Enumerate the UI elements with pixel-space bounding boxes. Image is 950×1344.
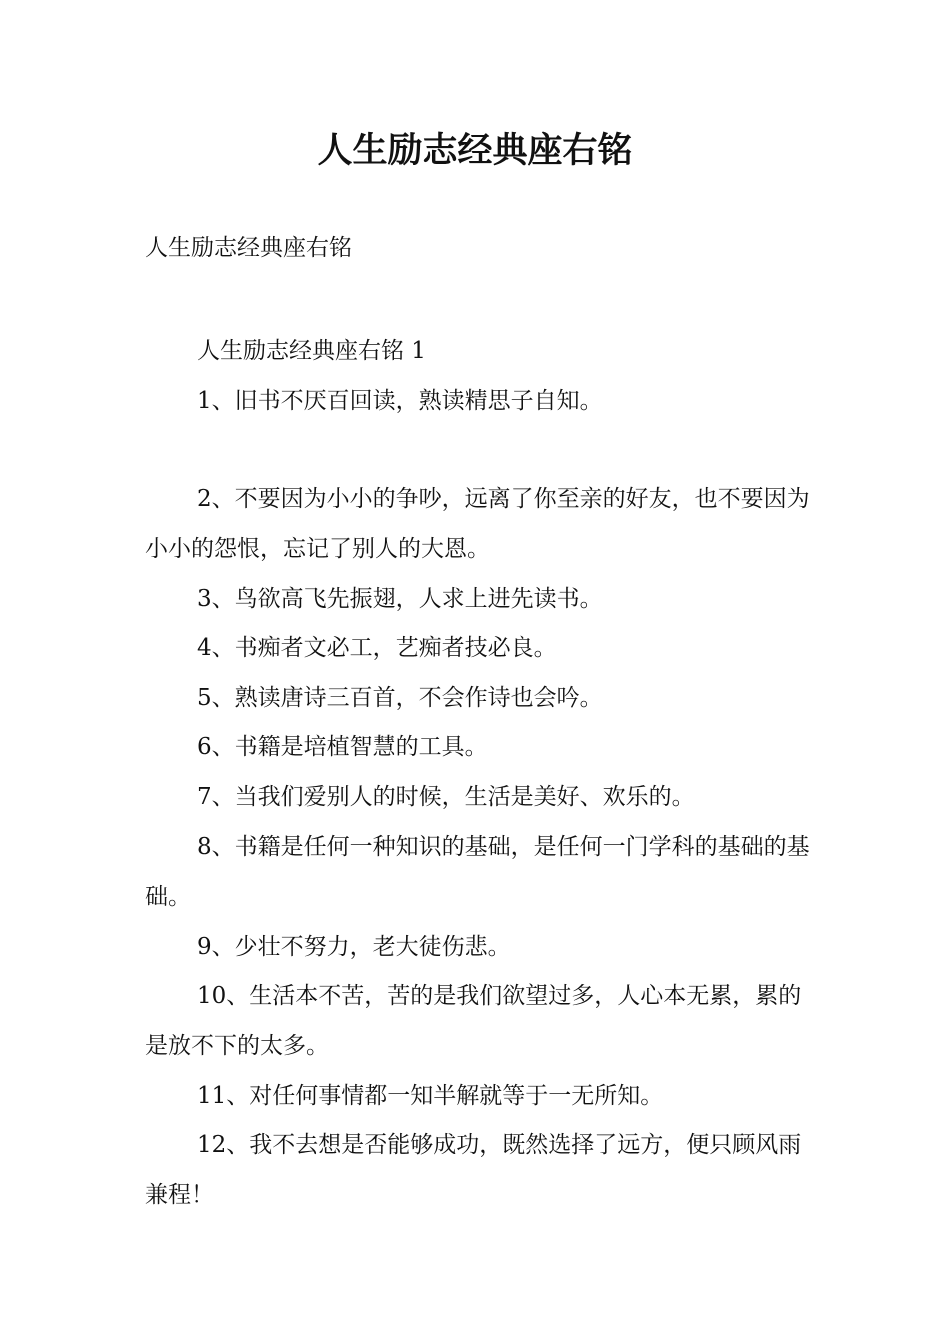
document-subtitle: 人生励志经典座右铭: [145, 235, 352, 261]
document-title: 人生励志经典座右铭: [317, 131, 633, 171]
list-item-1: 1、旧书不厌百回读，熟读精思子自知。: [197, 388, 603, 414]
section-heading: 人生励志经典座右铭 1: [197, 338, 426, 364]
list-item-2: 2、不要因为小小的争吵，远离了你至亲的好友，也不要因为小小的怨恨，忘记了别人的大恩。: [145, 486, 810, 562]
list-item-4: 4、书痴者文必工，艺痴者技必良。: [197, 635, 557, 661]
list-item-10: 10、生活本不苦，苦的是我们欲望过多，人心本无累，累的是放不下的太多。: [145, 983, 802, 1059]
list-item-7: 7、当我们爱别人的时候，生活是美好、欢乐的。: [197, 784, 695, 810]
list-item-8: 8、书籍是任何一种知识的基础，是任何一门学科的基础的基础。: [145, 834, 810, 910]
list-item-6: 6、书籍是培植智慧的工具。: [197, 734, 488, 760]
list-item-3: 3、鸟欲高飞先振翅，人求上进先读书。: [197, 586, 603, 612]
list-item-12: 12、我不去想是否能够成功，既然选择了远方，便只顾风雨兼程！: [145, 1132, 802, 1208]
list-item-11: 11、对任何事情都一知半解就等于一无所知。: [197, 1083, 664, 1109]
list-item-9: 9、少壮不努力，老大徒伤悲。: [197, 934, 511, 960]
list-item-5: 5、熟读唐诗三百首，不会作诗也会吟。: [197, 685, 603, 711]
